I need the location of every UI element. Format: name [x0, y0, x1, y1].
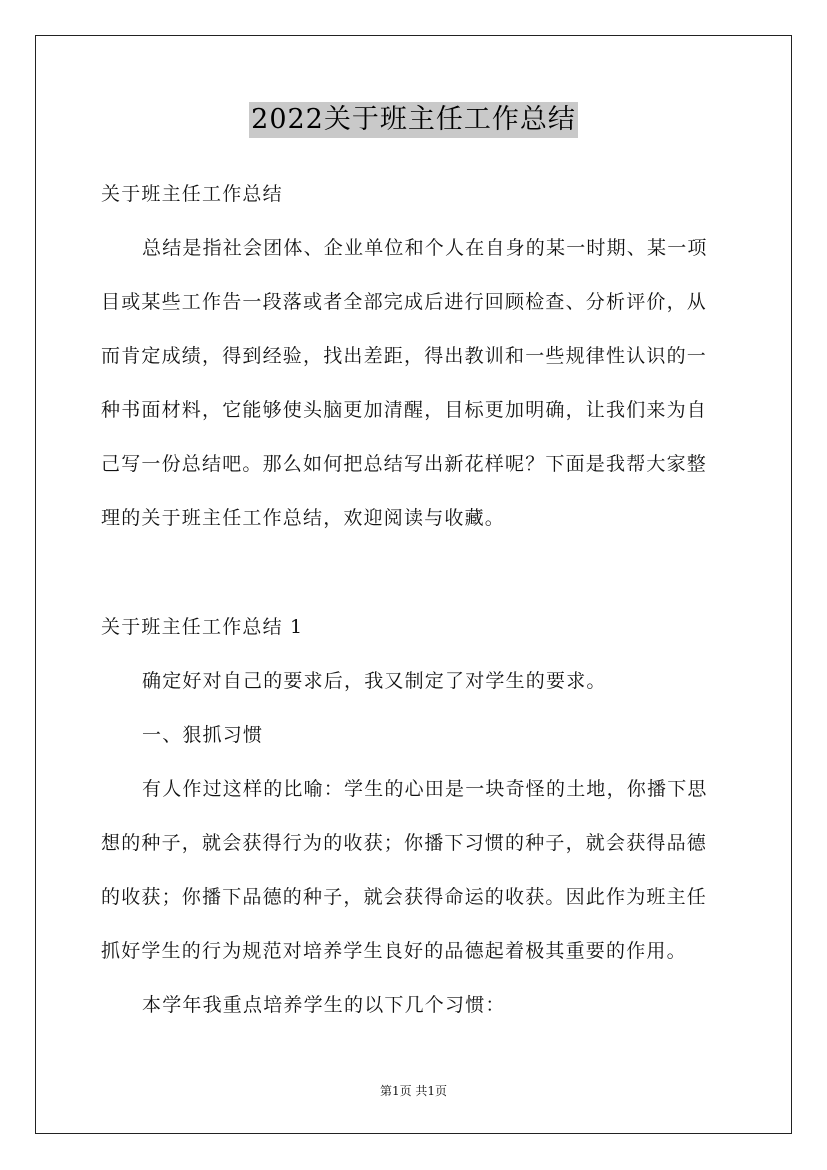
intro-line: 总结是指社会团体、企业单位和个人在自身的某一时期、某一项 — [142, 237, 708, 259]
intro-line: 理的关于班主任工作总结，欢迎阅读与收藏。 — [101, 507, 506, 529]
title-container — [0, 102, 827, 138]
intro-line: 而肯定成绩，得到经验，找出差距，得出教训和一些规律性认识的一 — [101, 345, 708, 367]
paragraph-line: 想的种子，就会获得行为的收获；你播下习惯的种子，就会获得品德 — [101, 832, 708, 854]
intro-line: 种书面材料，它能够使头脑更加清醒，目标更加明确，让我们来为自 — [101, 399, 708, 421]
section-heading: 关于班主任工作总结 — [101, 183, 283, 205]
document-title: 2022关于班主任工作总结 — [249, 102, 578, 138]
intro-line: 己写一份总结吧。那么如何把总结写出新花样呢？下面是我帮大家整 — [101, 453, 708, 475]
page-number: 第1页 共1页 — [379, 1084, 448, 1098]
paragraph-line: 抓好学生的行为规范对培养学生良好的品德起着极其重要的作用。 — [101, 940, 687, 962]
intro-line: 目或某些工作告一段落或者全部完成后进行回顾检查、分析评价，从 — [101, 291, 708, 313]
paragraph: 本学年我重点培养学生的以下几个习惯： — [142, 994, 506, 1016]
paragraph: 确定好对自己的要求后，我又制定了对学生的要求。 — [142, 670, 607, 692]
section-heading: 关于班主任工作总结 1 — [101, 616, 304, 638]
paragraph-line: 有人作过这样的比喻：学生的心田是一块奇怪的土地，你播下思 — [142, 778, 708, 800]
subheading: 一、狠抓习惯 — [142, 724, 264, 746]
paragraph-line: 的收获；你播下品德的种子，就会获得命运的收获。因此作为班主任 — [101, 886, 708, 908]
